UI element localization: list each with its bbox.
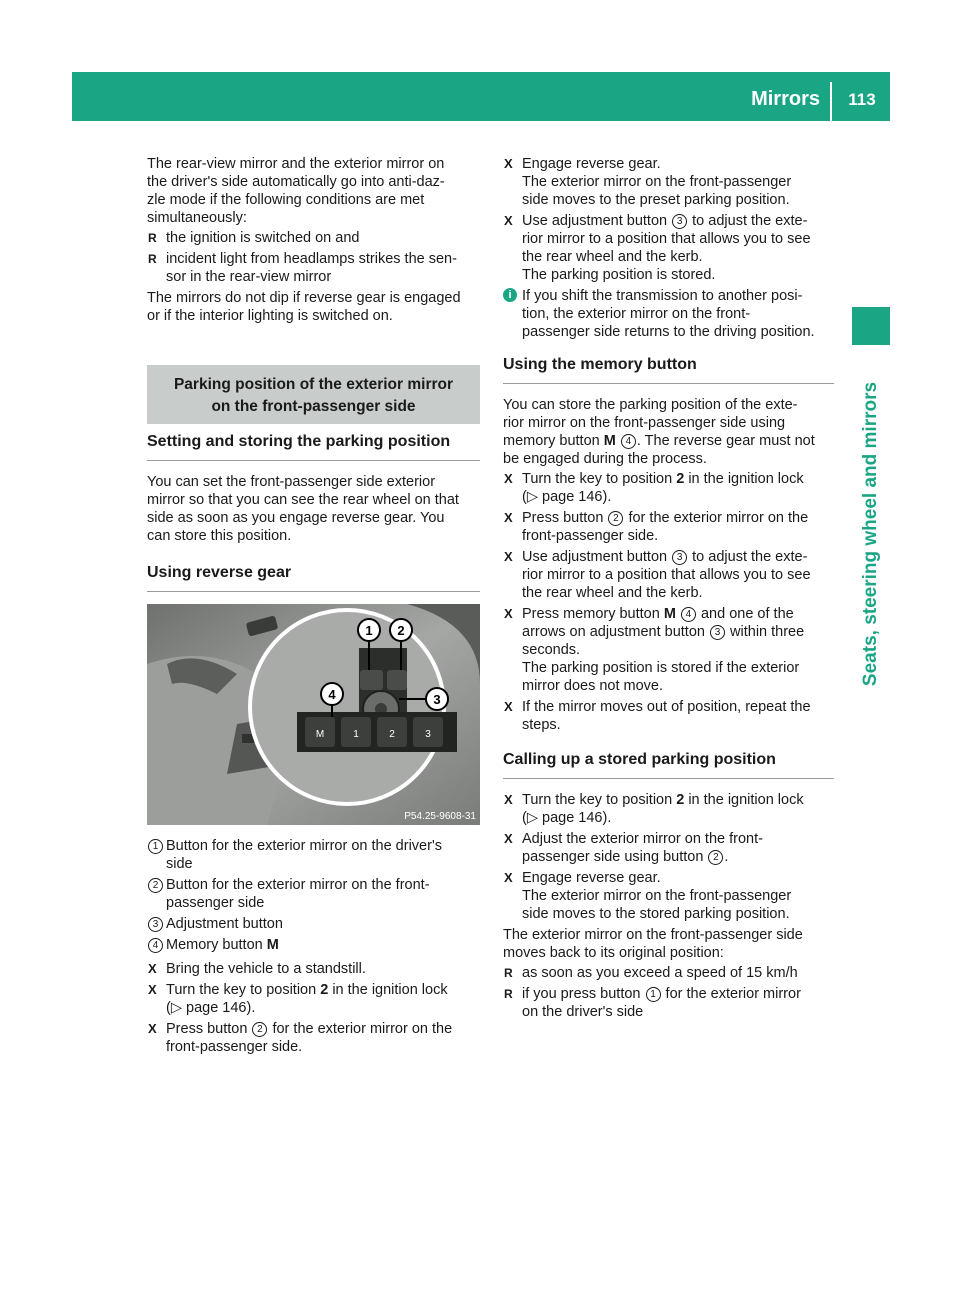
list-item: R the ignition is switched on and — [147, 229, 480, 247]
heading-calling-up: Calling up a stored parking position — [503, 750, 834, 779]
side-tab — [852, 307, 890, 345]
svg-text:3: 3 — [433, 692, 441, 707]
step-engage-reverse: X Engage reverse gear. The exterior mirror on the front-passenger side moves to the preset parking position. — [503, 155, 834, 209]
dip-note: The mirrors do not dip if reverse gear is engaged or if the interior lighting is switched on. — [147, 290, 461, 324]
step-memory-press: X Press button 2 for the exterior mirror on the front-passenger side. — [503, 509, 834, 545]
section-title: Parking position of the exterior mirror on the front-passenger side — [147, 365, 480, 424]
callout-4 — [321, 683, 343, 705]
setting-paragraph: You can set the front-passenger side exterior mirror so that you can see the rear wheel on that side as soon as you engage reverse gear. You can store this position. — [147, 474, 459, 544]
heading-reverse-gear: Using reverse gear — [147, 563, 480, 592]
legend-item-3: 3 Adjustment button — [147, 915, 480, 933]
legend-item-1: 1 Button for the exterior mirror on the driver's side — [147, 837, 480, 873]
step-memory-adjust: X Use adjustment button 3 to adjust the exte- rior mirror to a position that allows you to see the rear wheel and the kerb. — [503, 548, 834, 602]
step-call-adjust: X Adjust the exterior mirror on the front- passenger side using button 2 . — [503, 830, 834, 866]
left-column — [147, 155, 480, 1059]
memory-key-3: 3 — [425, 729, 431, 740]
memory-key-m: M — [315, 729, 325, 740]
intro-paragraph: The rear-view mirror and the exterior mirror on the driver's side automatically go into anti-daz- zle mode if the following conditions are met simultaneously: — [147, 156, 445, 226]
moves-back-paragraph: The exterior mirror on the front-passenger side moves back to its original position: — [503, 927, 803, 961]
step-call-reverse: X Engage reverse gear. The exterior mirror on the front-passenger side moves to the stored parking position. — [503, 869, 834, 923]
legend-item-2: 2 Button for the exterior mirror on the front- passenger side — [147, 876, 480, 912]
step-press-button: X Press button 2 for the exterior mirror on the front-passenger side. — [147, 1020, 480, 1056]
side-chapter-label: Seats, steering wheel and mirrors — [860, 381, 881, 687]
step-memory-repeat: X If the mirror moves out of position, repeat the steps. — [503, 698, 834, 734]
callout-1 — [358, 619, 380, 641]
callout-3 — [426, 688, 448, 710]
heading-setting: Setting and storing the parking position — [147, 432, 480, 461]
list-item: R incident light from headlamps strikes the sen- sor in the rear-view mirror — [147, 250, 480, 286]
callout-2 — [390, 619, 412, 641]
page-number: 113 — [848, 90, 876, 109]
svg-text:2: 2 — [397, 623, 405, 638]
list-item: R if you press button 1 for the exterior mirror on the driver's side — [503, 985, 834, 1021]
door-panel-illustration — [147, 604, 480, 825]
chapter-title: Mirrors — [751, 88, 820, 110]
step-memory-store: X Press memory button M 4 and one of the arrows on adjustment button 3 within three seconds. The parking position is stored if the exterior mirror does not move. — [503, 605, 834, 695]
header-divider — [830, 82, 832, 121]
svg-text:4: 4 — [328, 687, 336, 702]
door-panel-figure — [147, 604, 480, 825]
step-call-turn-key: X Turn the key to position 2 in the ignition lock (▷ page 146). — [503, 791, 834, 827]
info-icon: i — [503, 288, 517, 302]
memory-key-2: 2 — [389, 729, 395, 740]
list-item: R as soon as you exceed a speed of 15 km/h — [503, 964, 834, 982]
memory-key-1: 1 — [353, 729, 359, 740]
step-memory-turn-key: X Turn the key to position 2 in the ignition lock (▷ page 146). — [503, 470, 834, 506]
step-standstill: X Bring the vehicle to a standstill. — [147, 960, 480, 978]
right-column — [503, 155, 834, 1024]
step-adjust: X Use adjustment button 3 to adjust the exte- rior mirror to a position that allows you to see the rear wheel and the kerb. The parking position is stored. — [503, 212, 834, 284]
figure-code: P54.25-9608-31 — [404, 811, 476, 822]
svg-text:1: 1 — [365, 623, 373, 638]
step-turn-key: X Turn the key to position 2 in the ignition lock (▷ page 146). — [147, 981, 480, 1017]
memory-intro: You can store the parking position of the exte- rior mirror on the front-passenger side using memory button M 4 . The reverse gear must not be engaged during the process. — [503, 397, 815, 467]
header-bar — [72, 72, 890, 121]
legend-item-4: 4 Memory button M — [147, 936, 480, 954]
info-note: i If you shift the transmission to another posi- tion, the exterior mirror on the front- passenger side returns to the driving position. — [503, 287, 834, 341]
heading-memory-button: Using the memory button — [503, 355, 834, 384]
